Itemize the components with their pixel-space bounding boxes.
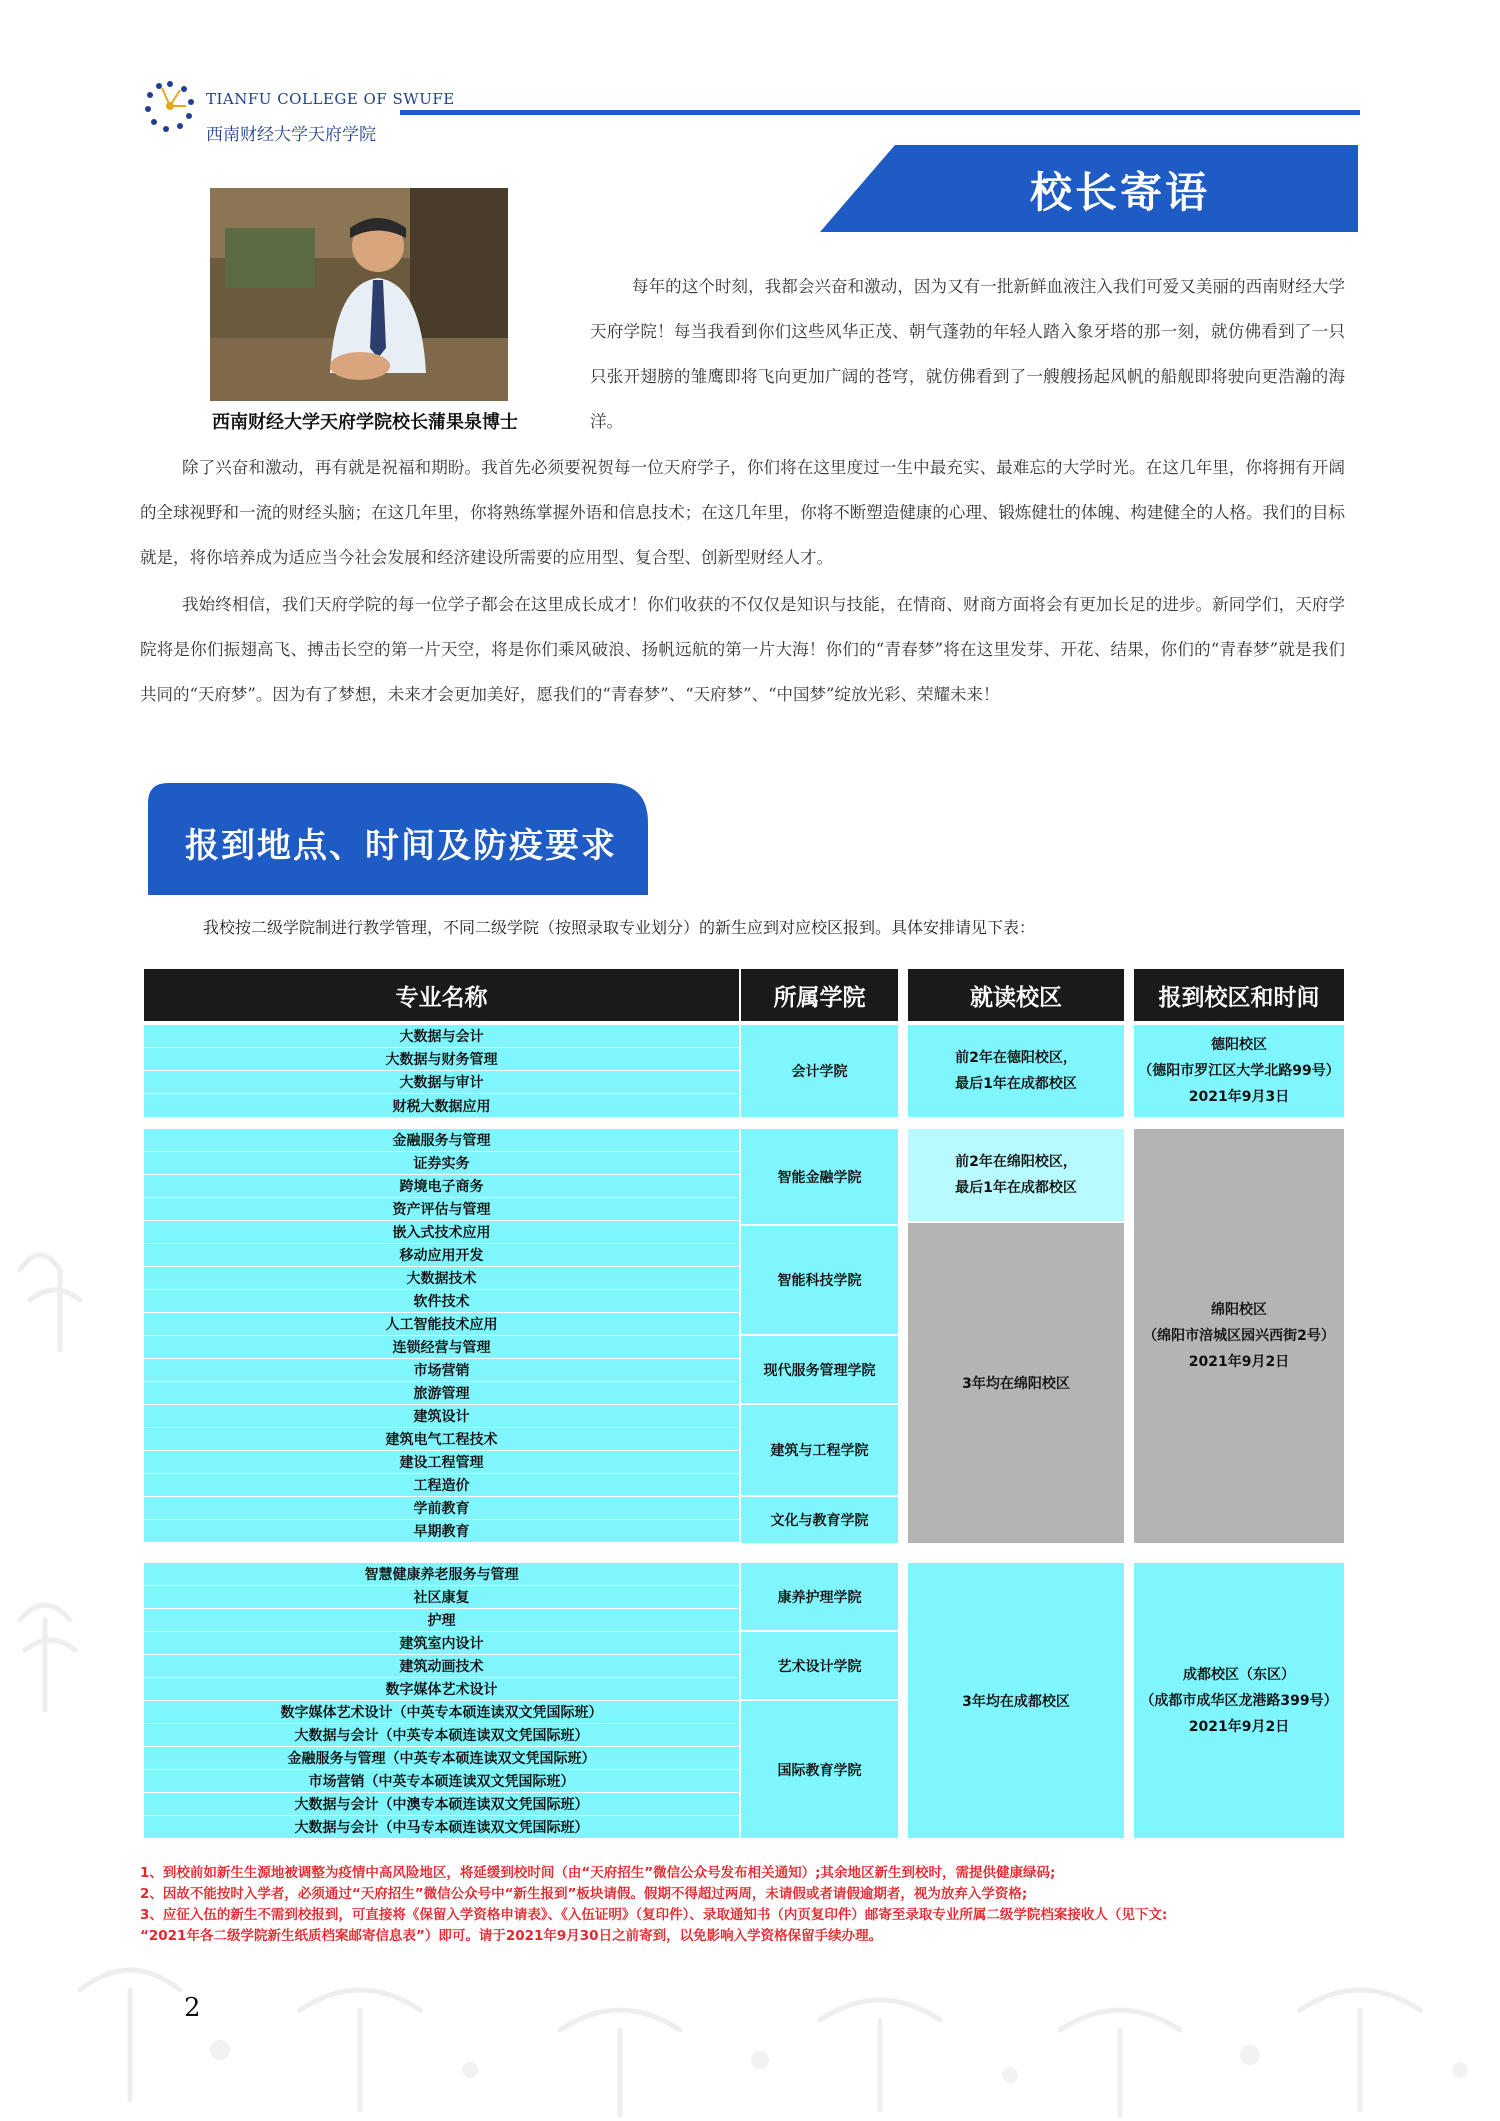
major-row: 建筑电气工程技术 (144, 1428, 739, 1450)
major-row: 建筑设计 (144, 1405, 739, 1427)
major-row: 旅游管理 (144, 1382, 739, 1404)
report-cell: 德阳校区 （德阳市罗江区大学北路99号） 2021年9月3日 (1134, 1025, 1344, 1117)
major-row: 财税大数据应用 (144, 1094, 739, 1117)
major-row: 软件技术 (144, 1290, 739, 1312)
major-row: 大数据与会计（中澳专本硕连读双文凭国际班） (144, 1793, 739, 1815)
major-row: 证券实务 (144, 1152, 739, 1174)
college-cell: 艺术设计学院 (741, 1632, 898, 1699)
major-row: 资产评估与管理 (144, 1198, 739, 1220)
registration-notes (140, 1863, 1167, 1947)
major-row: 护理 (144, 1609, 739, 1631)
college-cell: 会计学院 (741, 1025, 898, 1117)
note-item: 3、应征入伍的新生不需到校报到，可直接将《保留入学资格申请表》、《入伍证明》（复印件）、录取通知书（内页复印件）邮寄至录取专业所属二级学院档案接收人（见下文: (140, 1907, 1168, 1923)
college-cell: 现代服务管理学院 (741, 1336, 898, 1403)
college-logo-icon (140, 76, 200, 136)
study-campus-cell: 3年均在绵阳校区 (908, 1223, 1124, 1543)
photo-caption: 西南财经大学天府学院校长蒲果泉博士 (212, 412, 518, 433)
college-cell: 建筑与工程学院 (741, 1405, 898, 1495)
note-item: “2021年各二级学院新生纸质档案邮寄信息表”）即可。请于2021年9月30日之前寄到，以免影响入学资格保留手续办理。 (140, 1928, 883, 1944)
major-row: 建设工程管理 (144, 1451, 739, 1473)
president-paragraph-1: 每年的这个时刻，我都会兴奋和激动，因为又有一批新鲜血液注入我们可爱又美丽的西南财经大学天府学院！每当我看到你们这些风华正茂、朝气蓬勃的年轻人踏入象牙塔的那一刻，就仿佛看到了一只只张开翅膀的雏鹰即将飞向更加广阔的苍穹，就仿佛看到了一艘艘扬起风帆的船舰即将驶向更浩瀚的海洋。 (590, 277, 1345, 431)
study-campus-cell: 前2年在德阳校区， 最后1年在成都校区 (908, 1025, 1124, 1117)
major-row: 早期教育 (144, 1520, 739, 1542)
major-row: 数字媒体艺术设计 (144, 1678, 739, 1700)
college-cell: 智能科技学院 (741, 1226, 898, 1334)
major-row: 市场营销 (144, 1359, 739, 1381)
major-row: 学前教育 (144, 1497, 739, 1519)
major-row: 移动应用开发 (144, 1244, 739, 1266)
registration-banner-title: 报到地点、时间及防疫要求 (185, 826, 617, 866)
major-row: 建筑室内设计 (144, 1632, 739, 1654)
report-cell: 绵阳校区 （绵阳市涪城区园兴西街2号） 2021年9月2日 (1134, 1129, 1344, 1543)
major-row: 智慧健康养老服务与管理 (144, 1563, 739, 1585)
major-row: 建筑动画技术 (144, 1655, 739, 1677)
note-item: 2、因故不能按时入学者，必须通过“天府招生”微信公众号中“新生报到”板块请假。假期不得超过两周，未请假或者请假逾期者，视为放弃入学资格; (140, 1886, 1028, 1902)
major-row: 数字媒体艺术设计（中英专本硕连读双文凭国际班） (144, 1701, 739, 1723)
header-report: 报到校区和时间 (1134, 969, 1344, 1021)
president-paragraph-2: 除了兴奋和激动，再有就是祝福和期盼。我首先必须要祝贺每一位天府学子，你们将在这里度过一生中最充实、最难忘的大学时光。在这几年里，你将拥有开阔的全球视野和一流的财经头脑；在这几年里，你将熟练掌握外语和信息技术；在这几年里，你将不断塑造健康的心理、锻炼健壮的体魄、构建健全的人格。我们的目标就是，将你培养成为适应当今社会发展和经济建设所需要的应用型、复合型、创新型财经人才。 (140, 458, 1345, 567)
major-row: 社区康复 (144, 1586, 739, 1608)
page-number: 2 (184, 1993, 201, 2023)
major-row: 嵌入式技术应用 (144, 1221, 739, 1243)
president-banner-title: 校长寄语 (1030, 168, 1211, 217)
header-college: 所属学院 (741, 969, 898, 1021)
major-row: 市场营销（中英专本硕连读双文凭国际班） (144, 1770, 739, 1792)
major-row: 人工智能技术应用 (144, 1313, 739, 1335)
major-row: 金融服务与管理 (144, 1129, 739, 1151)
major-row: 金融服务与管理（中英专本硕连读双文凭国际班） (144, 1747, 739, 1769)
major-row: 大数据与会计（中英专本硕连读双文凭国际班） (144, 1724, 739, 1746)
report-cell: 成都校区（东区） （成都市成华区龙港路399号） 2021年9月2日 (1134, 1563, 1344, 1838)
major-row: 连锁经营与管理 (144, 1336, 739, 1358)
logo-chinese: 西南财经大学天府学院 (206, 125, 376, 145)
registration-intro: 我校按二级学院制进行教学管理，不同二级学院（按照录取专业划分）的新生应到对应校区报到。具体安排请见下表： (203, 918, 1036, 937)
logo-english: TIANFU COLLEGE OF SWUFE (206, 90, 455, 108)
study-campus-cell: 3年均在成都校区 (908, 1563, 1124, 1838)
major-row: 跨境电子商务 (144, 1175, 739, 1197)
major-row: 大数据与财务管理 (144, 1048, 739, 1070)
header-study-campus: 就读校区 (908, 969, 1124, 1021)
study-campus-cell: 前2年在绵阳校区， 最后1年在成都校区 (908, 1129, 1124, 1221)
college-cell: 智能金融学院 (741, 1129, 898, 1224)
president-photo (210, 188, 508, 401)
header-rule (400, 110, 1360, 115)
note-item: 1、到校前如新生生源地被调整为疫情中高风险地区，将延缓到校时间（由“天府招生”微信公众号发布相关通知）;其余地区新生到校时，需提供健康绿码; (140, 1865, 1056, 1881)
college-cell: 文化与教育学院 (741, 1497, 898, 1543)
major-row: 大数据与会计 (144, 1025, 739, 1047)
president-paragraph-3: 我始终相信，我们天府学院的每一位学子都会在这里成长成才！你们收获的不仅仅是知识与技能，在情商、财商方面将会有更加长足的进步。新同学们，天府学院将是你们振翅高飞、搏击长空的第一片天空，将是你们乘风破浪、扬帆远航的第一片大海！你们的“青春梦”将在这里发芽、开花、结果，你们的“青春梦”就是我们共同的“天府梦”。因为有了梦想，未来才会更加美好，愿我们的“青春梦”、“天府梦”、“中国梦”绽放光彩、荣耀未来！ (140, 595, 1345, 704)
college-cell: 国际教育学院 (741, 1701, 898, 1838)
major-row: 大数据技术 (144, 1267, 739, 1289)
college-cell: 康养护理学院 (741, 1563, 898, 1630)
major-row: 大数据与审计 (144, 1071, 739, 1093)
header-major: 专业名称 (144, 969, 739, 1021)
major-row: 大数据与会计（中马专本硕连读双文凭国际班） (144, 1816, 739, 1838)
major-row: 工程造价 (144, 1474, 739, 1496)
